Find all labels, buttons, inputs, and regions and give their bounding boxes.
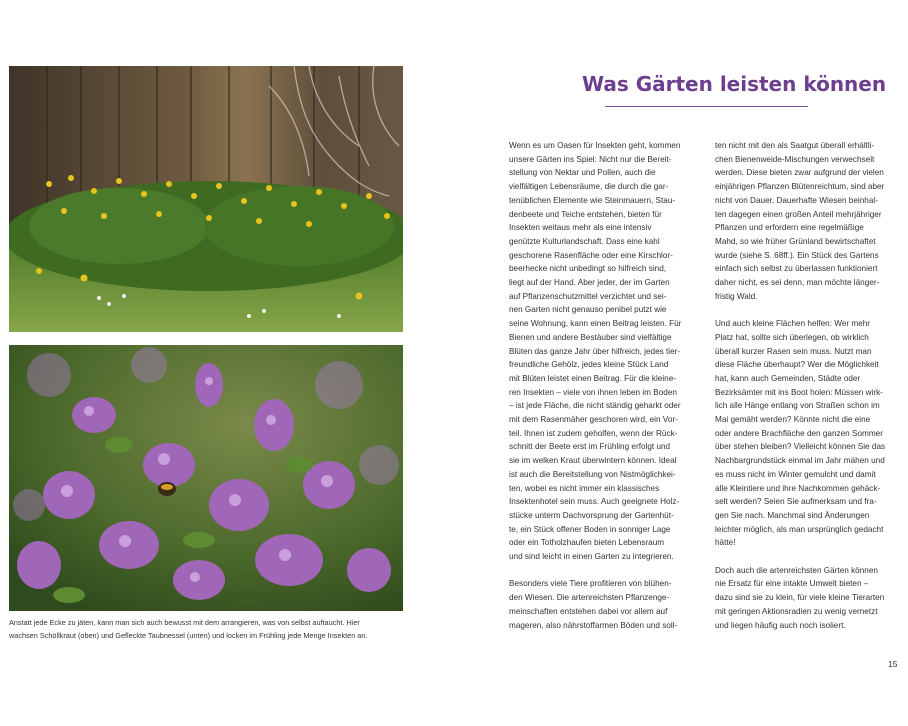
text-line: Wenn es um Oasen für Insekten geht, kommen [509, 141, 681, 150]
photo-celandine-by-barn [9, 66, 403, 332]
text-line: teil. Ihnen ist zudem geholfen, wenn der Rück- [509, 428, 678, 438]
text-line: Mahd, so wie früher Grünland bewirtschaftet [715, 236, 876, 246]
text-line: einfach sich selbst zu überlassen funktioniert [715, 264, 878, 274]
text-line: stücke unterm Dachvorsprung der Gartenhüt- [509, 510, 674, 520]
text-line: freundliche Gehölz, jedes kleine Stück Land [509, 360, 669, 370]
text-line: schnitt der Beete erst im Frühling erfolgt und [509, 442, 671, 452]
title-underline [605, 106, 808, 107]
caption-line: Anstatt jede Ecke zu jäten, kann man sich auch bewusst mit dem arrangieren, was von selbst auftaucht. Hier [9, 618, 360, 627]
text-line: mit geringen Aktionsradien zu wenig vernetzt [715, 606, 878, 616]
text-line: auf Pflanzenschutzmittel verzichtet und sei- [509, 291, 667, 301]
text-line: Mai gemäht werden? Könnte nicht die eine [715, 415, 871, 425]
text-line: seine Wohnung, kann einen Beitrag leisten. Für [509, 319, 682, 329]
page-title: Was Gärten leisten können [582, 72, 887, 96]
text-line: daher nicht, es sei denn, man möchte länger- [715, 278, 880, 288]
text-line: Bezirksämter mit ins Boot holen: Müssen wirk- [715, 387, 883, 397]
text-line: Bienen und andere Bestäuber sind vielfältige [509, 332, 672, 342]
text-line: sie im welken Kraut überwintern können. Ideal [509, 456, 677, 466]
text-line: den Wiesen. Die artenreichsten Pflanzenge- [509, 593, 670, 603]
text-column-right [715, 139, 908, 632]
text-line: ten dagegen einen großen Anteil mehrjähriger [715, 209, 882, 219]
text-line: gen Sie nach. Manchmal sind Änderungen [715, 510, 870, 520]
text-line: beerhecke nicht unbedingt so hilfreich sind, [509, 264, 667, 274]
text-line: genützte Kulturlandschaft. Dass eine kahl [509, 236, 660, 246]
text-line: ren Insekten – viele von ihnen leben im Boden [509, 387, 677, 397]
text-line: vielfältigen Lebensräume, die durch die gar- [509, 182, 669, 192]
text-line: Und auch kleine Flächen helfen: Wer mehr [715, 319, 871, 329]
text-line: einjährigen Pflanzen Blütenreichtum, sind aber [715, 182, 885, 192]
text-line: ist auch die Bereitstellung von Nistmöglichkei- [509, 469, 676, 479]
text-line: mageren, also nährstoffarmen Böden und soll- [509, 620, 678, 630]
text-line: Besonders viele Tiere profitieren von blühen- [509, 579, 672, 589]
text-line: fristig Wald. [715, 291, 758, 301]
text-line: ten nicht mit den als Saatgut überall erhältli- [715, 141, 875, 150]
text-line: tenüblichen Elemente wie Steinmauern, Stau- [509, 195, 676, 205]
page-number: 15 [888, 659, 898, 669]
text-line: Insekten weitaus mehr als eine intensiv [509, 223, 652, 233]
text-line: ten, wobei es nicht immer ein klassisches [509, 483, 660, 493]
text-line: es muss nicht im Winter gemulcht und damit [715, 469, 876, 479]
text-line: hätte! [715, 538, 736, 548]
text-line: oder ein Totholzhaufen bieten Lebensraum [509, 538, 665, 548]
photo-caption [9, 617, 409, 642]
text-line: leichter möglich, als man ursprünglich gedacht [715, 524, 884, 534]
text-line: geschorene Rasenfläche oder eine Kirschlor- [509, 250, 673, 260]
paragraph-gap [509, 564, 709, 578]
text-line: mit Blüten leistet einen Beitrag. Für die kleine- [509, 373, 677, 383]
text-line: selt werden? Seien Sie aufmerksam und fra- [715, 497, 877, 507]
text-line: nie Ersatz für eine intakte Umwelt bieten – [715, 579, 869, 589]
text-line: denbeete und Teiche entstehen, bieten für [509, 209, 662, 219]
photo-spotted-deadnettle [9, 345, 403, 611]
text-line: Blüten das ganze Jahr über hilfreich, jedes tier- [509, 346, 681, 356]
text-line: diese Fläche überhaupt? Wer die Möglichkeit [715, 360, 879, 370]
text-line: Nachbargrundstück einmal im Jahr mähen und [715, 456, 885, 466]
text-line: Platz hat, sollte sich überlegen, ob wirklich [715, 332, 869, 342]
text-line: wurde (siehe S. 68ff.). Ein Stück des Gartens [715, 250, 879, 260]
text-line: unsere Gärten ins Spiel: Nicht nur die Bereit- [509, 154, 672, 164]
text-line: Doch auch die artenreichsten Gärten können [715, 565, 878, 575]
paragraph-gap [715, 550, 908, 564]
text-line: Insektenhotel sein muss. Auch geeignete Holz- [509, 497, 680, 507]
text-line: lich alle Hänge entlang von Straßen schon im [715, 401, 880, 411]
text-line: chen Bienenweide-Mischungen verwechselt [715, 154, 875, 164]
text-line: te, ein Stück offener Boden in sonniger Lage [509, 524, 671, 534]
text-column-left [509, 139, 709, 632]
text-line: nicht von Dauer. Dauerhafte Wiesen beinhal- [715, 195, 878, 205]
text-line: dazu sind sie zu klein, für viele kleine Tierarten [715, 593, 885, 603]
text-line: und sind leicht in einen Garten zu integrieren. [509, 552, 674, 562]
text-line: mit dem Rasenmäher geschoren wird, ein Vor- [509, 415, 678, 425]
text-line: nen Garten nicht genauso penibel putzt wie [509, 305, 667, 315]
text-line: überall kurzer Rasen sein muss. Nutzt man [715, 346, 872, 356]
text-line: werden. Diese bieten zwar aufgrund der vielen [715, 168, 884, 178]
text-line: stellung von Nektar und Pollen, auch die [509, 168, 656, 178]
text-line: – ist jede Fläche, die nicht ständig geharkt oder [509, 401, 681, 411]
text-line: alle Kleintiere und ihre Nachkommen gehäck- [715, 483, 881, 493]
caption-line: wachsen Schöllkraut (oben) und Gefleckte Taubnessel (unten) und locken im Frühling jede Menge Insekten an. [9, 630, 368, 640]
text-line: liegt auf der Hand. Aber jeder, der im Garten [509, 278, 670, 288]
text-line: hat, kann auch Gemeinden, Städte oder [715, 373, 861, 383]
text-line: oder andere Brachfläche den ganzen Sommer [715, 428, 883, 438]
text-line: und liegen häufig auch noch isoliert. [715, 620, 846, 630]
paragraph-gap [715, 303, 908, 317]
text-line: meinschaften entstehen dabei vor allem auf [509, 606, 668, 616]
text-line: über stehen bleiben? Vielleicht können Sie das [715, 442, 886, 452]
text-line: Pflanzen und erfordern eine regelmäßige [715, 223, 864, 233]
